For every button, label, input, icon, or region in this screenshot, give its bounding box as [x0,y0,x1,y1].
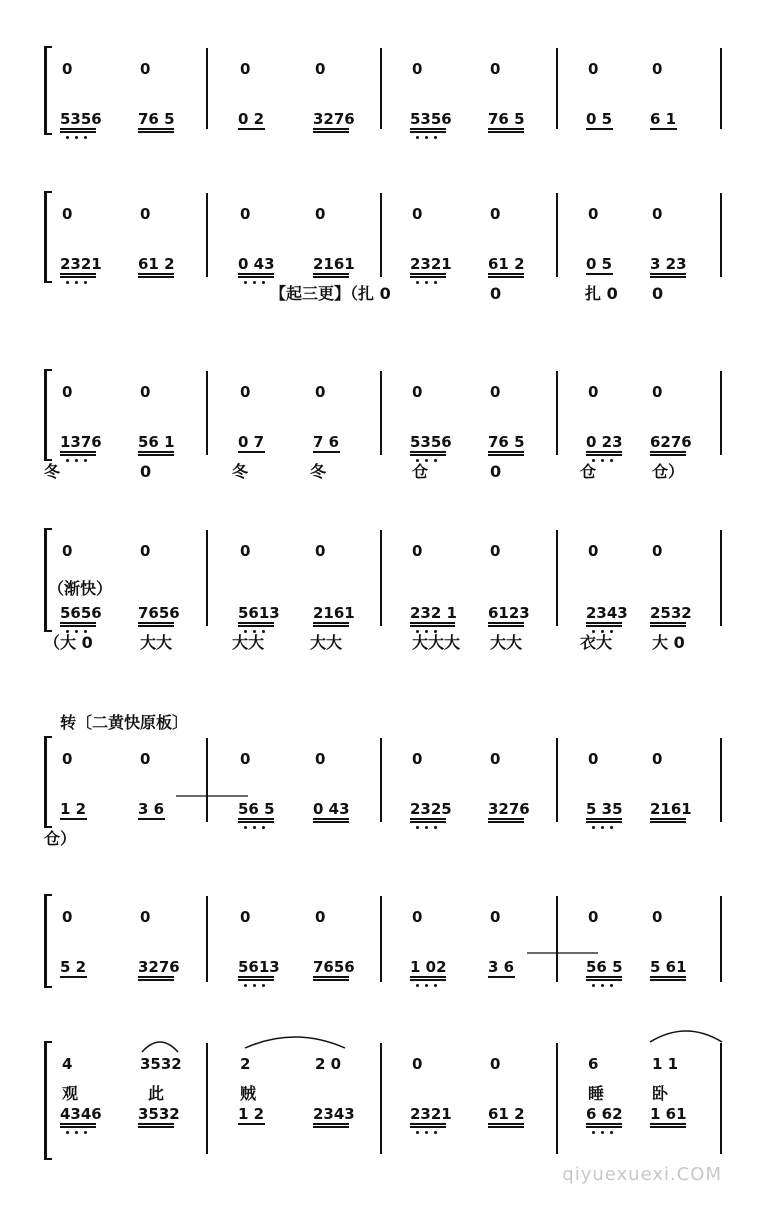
bottom-staff-note: 0 43 [313,800,350,818]
bottom-staff-note: 3276 [138,958,180,976]
top-staff-note: 0 [412,205,423,223]
percussion-syllable: 仓） [44,829,77,848]
top-staff-note: 0 [652,60,663,78]
bottom-staff-note: 1 61 [650,1105,687,1123]
percussion-syllable: 仓） [652,462,685,481]
top-staff-note: 0 [140,60,151,78]
bottom-staff-note: 5356 [60,110,102,128]
bottom-staff-note: 7656 [313,958,355,976]
percussion-syllable: 扎 0 [585,284,618,303]
top-staff-note: 0 [412,542,423,560]
bottom-staff-note: 0 7 [238,433,265,451]
top-staff-note: 0 [62,750,73,768]
top-staff-note: 0 [412,1055,423,1073]
bottom-staff-note: 2161 [313,255,355,273]
slur-arc [245,1037,345,1048]
bottom-staff-note: 2321 [410,255,452,273]
top-staff-note: 0 [652,205,663,223]
bottom-staff-note: 76 5 [488,433,525,451]
top-staff-note: 6 [588,1055,599,1073]
top-staff-note: 0 [140,205,151,223]
bottom-staff-note: 4346 [60,1105,102,1123]
top-staff-note: 0 [652,908,663,926]
bottom-staff-note: 3276 [488,800,530,818]
top-staff-note: 2 0 [315,1055,342,1073]
bottom-staff-note: 3276 [313,110,355,128]
bottom-staff-note: 56 5 [586,958,623,976]
top-staff-note: 0 [588,908,599,926]
bottom-staff-note: 2343 [313,1105,355,1123]
top-staff-note: 0 [240,383,251,401]
bottom-staff-note: 6123 [488,604,530,622]
bottom-staff-note: 3 6 [488,958,515,976]
top-staff-note: 0 [412,908,423,926]
top-staff-note: 2 [240,1055,251,1073]
top-staff-note: 0 [315,383,326,401]
bottom-staff-note: 3 6 [138,800,165,818]
top-staff-note: 0 [588,60,599,78]
lyric-character: 观 [62,1084,79,1103]
top-staff-note: 0 [490,542,501,560]
bottom-staff-note: 2343 [586,604,628,622]
bottom-staff-note: 5356 [410,110,452,128]
top-staff-note: 0 [62,908,73,926]
bottom-staff-note: 5613 [238,958,280,976]
bottom-staff-note: 5356 [410,433,452,451]
bottom-staff-note: 3532 [138,1105,180,1123]
bottom-staff-note: 2532 [650,604,692,622]
percussion-syllable: 大大 [310,633,343,652]
top-staff-note: 0 [315,542,326,560]
percussion-syllable: 大大 [490,633,523,652]
top-staff-note: 0 [652,383,663,401]
bottom-staff-note: 5 2 [60,958,87,976]
bottom-staff-note: 76 5 [138,110,175,128]
top-staff-note: 0 [412,383,423,401]
top-staff-note: 0 [490,383,501,401]
percussion-syllable: 衣大 [580,633,613,652]
lyric-character: 此 [148,1084,165,1103]
percussion-syllable: 冬 [44,462,61,481]
top-staff-note: 0 [652,542,663,560]
top-staff-note: 0 [240,750,251,768]
top-staff-note: 0 [652,750,663,768]
top-staff-note: 0 [588,750,599,768]
percussion-syllable: 大大 [140,633,173,652]
bottom-staff-note: 0 5 [586,110,613,128]
top-staff-note: 0 [315,60,326,78]
top-staff-note: 0 [62,60,73,78]
bottom-staff-note: 6 62 [586,1105,623,1123]
top-staff-note: 0 [490,1055,501,1073]
top-staff-note: 0 [240,60,251,78]
top-staff-note: 0 [588,205,599,223]
top-staff-note: 0 [140,750,151,768]
top-staff-note: 0 [140,908,151,926]
bottom-staff-note: 0 43 [238,255,275,273]
bottom-staff-note: 56 5 [238,800,275,818]
bottom-staff-note: 6 1 [650,110,677,128]
top-staff-note: 0 [588,542,599,560]
bottom-staff-note: 1 2 [60,800,87,818]
lyric-character: 贼 [240,1084,257,1103]
tempo-heading: 转〔二黄快原板〕 [60,713,189,732]
bottom-staff-note: 2161 [650,800,692,818]
percussion-syllable: 0 [490,284,502,303]
top-staff-note: 0 [315,205,326,223]
top-staff-note: 0 [62,205,73,223]
top-staff-note: 0 [140,542,151,560]
percussion-syllable: 大大 [232,633,265,652]
bottom-staff-note: 7656 [138,604,180,622]
slur-arc [142,1042,178,1052]
lyric-character: 卧 [652,1084,669,1103]
bottom-staff-note: 1 2 [238,1105,265,1123]
top-staff-note: 0 [490,205,501,223]
percussion-syllable: 【起三更】（扎 0 [270,284,391,303]
top-staff-note: 3532 [140,1055,182,1073]
bottom-staff-note: 56 1 [138,433,175,451]
top-staff-note: 0 [62,542,73,560]
percussion-syllable: 仓 [580,462,597,481]
top-staff-note: 0 [490,60,501,78]
bottom-staff-note: 1 02 [410,958,447,976]
top-staff-note: 0 [240,908,251,926]
tempo-mark: （渐快） [48,579,113,598]
bottom-staff-note: 0 5 [586,255,613,273]
percussion-syllable: 0 [490,462,502,481]
percussion-syllable: 冬 [232,462,249,481]
bottom-staff-note: 5613 [238,604,280,622]
top-staff-note: 1 1 [652,1055,679,1073]
top-staff-note: 0 [140,383,151,401]
bottom-staff-note: 2321 [60,255,102,273]
bottom-staff-note: 0 2 [238,110,265,128]
percussion-syllable: （大 0 [44,633,93,652]
bottom-staff-note: 76 5 [488,110,525,128]
bottom-staff-note: 1376 [60,433,102,451]
bottom-staff-note: 5656 [60,604,102,622]
bottom-staff-note: 5 61 [650,958,687,976]
top-staff-note: 0 [240,205,251,223]
percussion-syllable: 大大大 [412,633,461,652]
top-staff-note: 0 [490,908,501,926]
percussion-syllable: 大 0 [652,633,685,652]
bottom-staff-note: 0 23 [586,433,623,451]
bottom-staff-note: 5 35 [586,800,623,818]
percussion-syllable: 0 [652,284,664,303]
bottom-staff-note: 232 1 [410,604,457,622]
bottom-staff-note: 61 2 [138,255,175,273]
bottom-staff-note: 3 23 [650,255,687,273]
bottom-staff-note: 2321 [410,1105,452,1123]
bottom-staff-note: 2161 [313,604,355,622]
slur-arc [650,1031,722,1042]
bottom-staff-note: 2325 [410,800,452,818]
bottom-staff-note: 61 2 [488,1105,525,1123]
percussion-syllable: 0 [140,462,152,481]
bottom-staff-note: 6276 [650,433,692,451]
top-staff-note: 0 [588,383,599,401]
top-staff-note: 0 [412,750,423,768]
bottom-staff-note: 7 6 [313,433,340,451]
bottom-staff-note: 61 2 [488,255,525,273]
lyric-character: 睡 [588,1084,605,1103]
watermark: qiyuexuexi.COM [562,1164,722,1185]
percussion-syllable: 仓 [412,462,429,481]
top-staff-note: 4 [62,1055,73,1073]
top-staff-note: 0 [412,60,423,78]
top-staff-note: 0 [315,750,326,768]
top-staff-note: 0 [240,542,251,560]
percussion-syllable: 冬 [310,462,327,481]
top-staff-note: 0 [62,383,73,401]
top-staff-note: 0 [490,750,501,768]
top-staff-note: 0 [315,908,326,926]
